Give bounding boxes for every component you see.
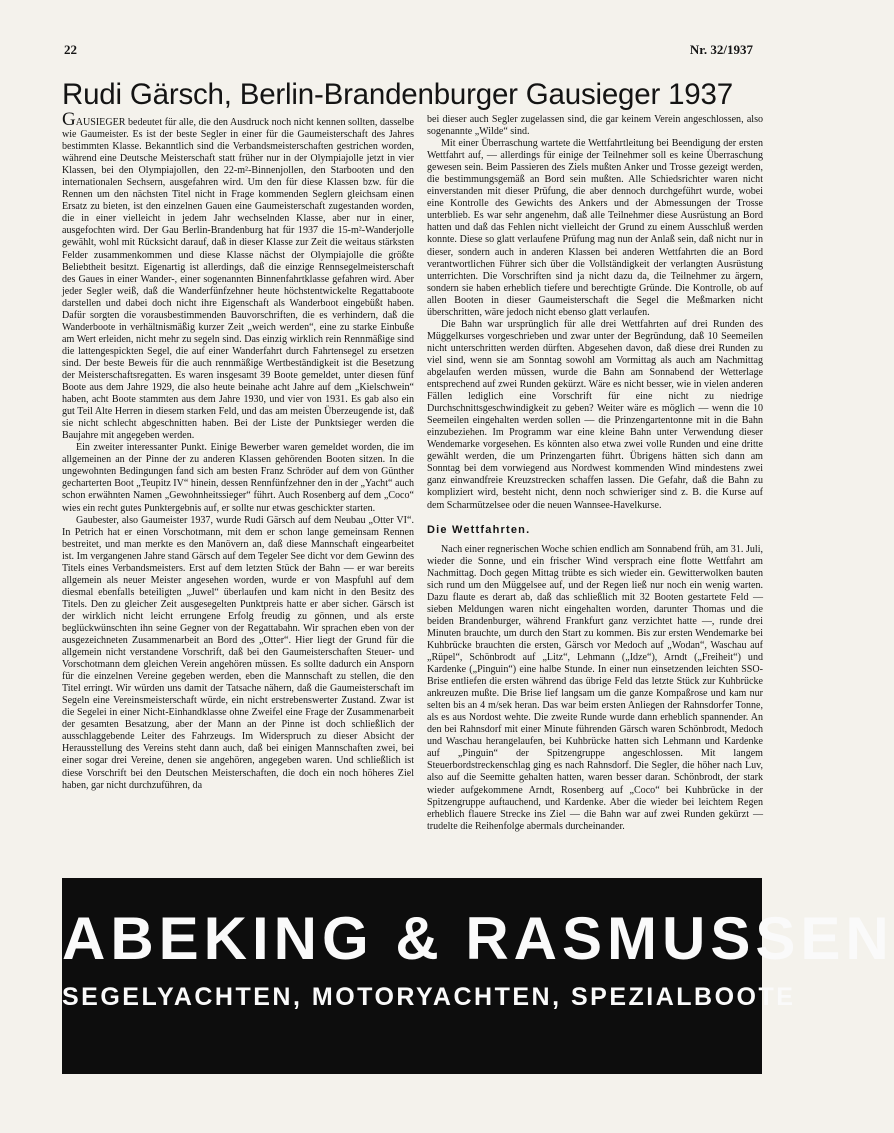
drop-cap: G	[62, 109, 76, 130]
article-paragraph: bei dieser auch Segler zugelassen sind, die gar keinem Verein angeschlossen, also sogenannte „Wilde“ sind.	[427, 114, 763, 138]
section-heading: Die Wettfahrten.	[427, 523, 531, 536]
advertisement-products: SEGELYACHTEN, MOTORYACHTEN, SPEZIALBOOTE	[62, 983, 796, 1011]
page-number: 22	[64, 42, 77, 57]
article-column-left	[62, 109, 414, 864]
article-paragraph: Mit einer Überraschung wartete die Wettfahrtleitung bei Beendigung der ersten Wettfahrt auf, — allerdings für einige der Teilnehmer soll es keine Überraschung gewesen sein. Beim Passieren des Ziels mußten Anker und Trosse gezeigt werden, die bestimmungsgemäß an Bord sein mußten. Alle Schiedsrichter waren nicht einverstanden mit dieser Prüfung, die aber dennoch durchgeführt wurde, wobei eine Kontrolle des Gewichts des Ankers und der Abmessungen der Trosse unterblieb. Es war sehr angenehm, daß alle Teilnehmer diese Ausrüstung an Bord hatten und daß das Fehlen nicht vielleicht der Grund zu einem Ausschluß werden konnte. Diese so glatt verlaufene Prüfung mag nun der Anlaß sein, daß nicht nur in dieser, sondern auch in anderen Klassen bei anderen Wettfahrten die an Bord verantwortlichen Führer sich über die Vollständigkeit der verlangten Ausrüstung unterrichten. Die Vorschriften sind ja nicht dazu da, die Teilnehmer zu ärgern, sondern sie haben erheblich tiefere und berechtigte Gründe. Die Kontrolle, ob auf allen Booten in dieser Gaumeisterschaft die Segel die Meßmarken nicht überschritten, wäre jedoch nicht ebenso glatt verlaufen.	[427, 138, 763, 318]
article-paragraph: Nach einer regnerischen Woche schien endlich am Sonnabend früh, am 31. Juli, wieder die Sonne, und ein frischer Wind versprach eine flotte Wettfahrt am Nachmittag. Doch gegen Mittag trübte es sich wieder ein. Gewitterwolken bauten sich rund um den Müggelsee auf, und der Regen ließ nur noch ein wenig warten. Dazu flaute es derart ab, daß das schließlich mit 32 Booten gestartete Feld — sieben Meldungen waren nicht eingehalten worden, darunter Thomas und die beiden Brandenburger, während Frankfurt ganz verzichtet hatte —, runde drei Minuten brauchte, um durch den Start zu kommen. Bis zur ersten Wendemarke bei Kuhbrücke brauchten die ersten, Gärsch vor Medoch auf „Wodan“, Waschau auf „Rüpel“, Schönbrodt auf „Litz“, Lehmann („Idze“), Arndt („Freiheit“) und Kardenke („Pinguin“) eine halbe Stunde. In einer nun einsetzenden leichten SSO-Brise entliefen die ersten während das übrige Feld das letzte Stück zur Kuhbrücke ankreuzen mußte. Die Brise lief langsam um die ganze Kompaßrose und kam nur selten bis an 4 m/sek heran. Das war beim ersten Anliegen der Rahnsdorfer Tonne, als es aus Nordost wehte. Die zweite Runde wurde dann erheblich spannender. An den bei Rahnsdorf mit einer Minute führenden Gärsch waren Schönbrodt, Medoch und Waschau herangelaufen, bei Kuhbrücke hatten sich Lehmann und Kardenke auf „Pinguin“ der Spitzengruppe angeschlossen. Mit langem Steuerbordstreckenschlag ging es nach Rahnsdorf. Die Segler, die höher nach Luv, also auf die Seemitte gehalten hatten, waren besser daran. Schönbrodt, der stark wieder aufgekommene Arndt, Rosenberg auf „Coco“ bei Kuhbrücke in der Spitzengruppe auftauchend, und Kardenke. Aber die wieder bei leichtem Regen erheblich flauere Strecke ins Ziel — die Bahn war auf zwei Runden gekürzt — trudelte die Reihenfolge abermals durcheinander.	[427, 543, 763, 832]
advertisement-banner	[62, 878, 894, 1074]
issue-number: Nr. 32/1937	[689, 42, 753, 57]
article-column-right	[427, 114, 763, 864]
advertisement-company: ABEKING & RASMUSSEN	[62, 905, 894, 972]
paragraph-text: AUSIEGER bedeutet für alle, die den Ausdruck noch nicht kennen sollten, dasselbe wie Gaumeister. Es ist der beste Segler in einer für die Gaumeisterschaft des Jahres bestimmten Klasse. Bekanntlich sind die Verbandsmeisterschaften gestrichen worden, während eine Deutsche Meisterschaft statt früher nur in der Olympiajolle jetzt in vier Klassen, bei den Olympiajollen, den 22-m²-Binnenjollen, den Starbooten und den internationalen Sechsern, ausgefahren wird. Um den für diese Klassen bzw. für die Rennen um den nächsten Titel nicht in Frage kommenden Seglern gleichsam einen Ersatz zu bieten, ist den einzelnen Gauen eine Gaumeisterschaft zugestanden worden, die in einer vielleicht in jedem Jahr wechselnden Klasse, aber nur in einer, ausgefochten wird. Der Gau Berlin-Brandenburg hat für 1937 die 15-m²-Wanderjolle gewählt, wohl mit Rücksicht darauf, daß in dieser Klasse zur Zeit die weitaus stärksten Felder zusammenkommen und diese Klasse nächst der Olympiajolle die größte Beliebtheit besitzt. Eigenartig ist allerdings, daß die einzige Rennsegelmeisterschaft des Gaues in einer Wander-, einer sogenannten Binnenfahrtklasse gefahren wird. Aber jeder Segler weiß, daß die Wanderfünfzehner heute höchstentwickelte Regattaboote darstellen und dabei doch nicht ihre Eigenschaft als Wanderboot eingebüßt haben. Dafür sorgten die vorausbestimmenden Bauvorschriften, die es verhindern, daß die Wanderboote in verhältnismäßig kurzer Zeit „weich werden“, eine zu starke Einbuße am Wert erleiden, nicht mehr zu segeln sind. Das einzig wirklich rein Rennmäßige sind die lattengespickten Segel, die auf einer Wanderfahrt durch Fahrtensegel zu ersetzen sind. Der beste Beweis für die auch rennmäßige Wertbeständigkeit ist die Besetzung der Meisterschaftsregatten. Es waren insgesamt 39 Boote gemeldet, unter diesen fünf Boote aus dem Jahre 1929, die also heute beinahe acht Jahre auf dem „Kielschwein“ haben, acht Boote stammten aus dem Jahre 1930, und vier von 1931. Es gab also ein gut Teil Alte Herren in diesem starken Feld, und das am meisten Überzeugende ist, daß sie nicht schlecht abgeschnitten haben. Bei der Liste der Punktsieger werden die Baujahre mit angegeben werden.	[62, 117, 414, 442]
article-paragraph: Ein zweiter interessanter Punkt. Einige Bewerber waren gemeldet worden, die im allgemeinen an der Pinne der zu anderen Klassen gehörenden Booten sitzen. In die ungewohnten Bedingungen fand sich am besten Franz Schröder auf dem von Günther gecharterten Boot „Teupitz IV“ hinein, dessen Rennfünfzehner den in der „Yacht“ auch schon erwähnten Namen „Gewohnheitssieger“ führt. Auch Rosenberg auf dem „Coco“ wies ein recht gutes Punktergebnis auf, er sollte nur etwas geschickter starten.	[62, 442, 414, 514]
article-paragraph	[62, 109, 414, 442]
article-paragraph: Gaubester, also Gaumeister 1937, wurde Rudi Gärsch auf dem Neubau „Otter VI“. In Petrich hat er einen Vorschotmann, mit dem er schon lange gemeinsam Rennen bestreitet, und man merkte es den Manövern an, daß diese Mannschaft eingearbeitet ist. Im vergangenen Jahre stand Gärsch auf dem Tegeler See dicht vor dem Gewinn des Titels eines Verbandsmeisters. Erst auf dem letzten Stück der Bahn — er war bereits allgemein als neuer Meister angesehen worden, wurde er von Maspfuhl auf dem diesmal ebenfalls beteiligten „Juwel“ überlaufen und kam nicht in den Besitz des Titels. Den zu gleicher Zeit ausgesegelten Punktpreis hatte er aber sicher. Gärsch ist der wirklich nicht leicht errungene Erfolg freudig zu gönnen, und als erste beglückwünschten ihn seine Gegner von der Regattabahn. Wir sprachen eben von der ausgezeichneten Zusammenarbeit an Bord des „Otter“. Hier liegt der Grund für die allgemein nicht verstandene Vorschrift, daß bei den Gaumeisterschaften Steuer- und Vorschotmann dem gleichen Verein angehören müssen. Es sollte dadurch ein Ansporn für die einzelnen Vereine gegeben werden, eben die Mannschaft zu stellen, die den Titel erringt. Wir würden uns damit der Tatsache nähern, daß die Gaumeisterschaft im Segeln eine Vereinsmeisterschaft würde, ein nicht erstrebenswerter Zustand. Zwar ist die Segelei in einer Nicht-Einhandklasse ohne Zweifel eine Frage der Zusammenarbeit der gesamten Besatzung, aber der Mann an der Pinne ist doch schließlich der ausschlaggebende Leiter des Fahrzeugs. Im Widerspruch zu dieser Absicht der Herausstellung des Vereins steht dann auch, daß bei einigen Mannschaften zwei, bei einer sogar drei Vereine, denen sie angehören, angegeben waren. Und schließlich ist diese Vorschrift bei den Deutschen Meisterschaften, die doch ein noch höheres Ziel haben, gar nicht durchzuführen, da	[62, 514, 414, 791]
article-paragraph: Die Bahn war ursprünglich für alle drei Wettfahrten auf drei Runden des Müggelkurses vorgeschrieben und zwar unter der Begründung, daß 10 Seemeilen nicht unterschritten werden dürften. Abgesehen davon, daß diese drei Runden zu viel sind, wenn sie am Sonntag sowohl am Vormittag als auch am Nachmittag abgelaufen werden müssen, wurde die Bahn am Sonnabend der Wetterlage entsprechend auf zwei Runden gekürzt. Wäre es nicht besser, wie in vielen anderen Fällen lediglich eine Vorschrift für eine nicht zu niedrige Durchschnittsgeschwindigkeit zu geben? Weiter wäre es möglich — wenn die 10 Seemeilen eingehalten werden sollen — die Prinzengartentonne mit in die Bahn einzubeziehen. Im Programm war eine kleine Bahn unter Verwendung dieser Wendemarke vorgesehen. Es könnten also etwa zwei volle Runden und eine dritte gewählt werden, die um Prinzengarten führt. Übrigens hätten sich dann am Sonntag bei dem vorwiegend aus Nordwest kommenden Wind mindestens zwei ganz einwandfreie Kreuzstrecken schaffen lassen. Die Gefahr, daß die Bahn zu kompliziert wird, besteht nicht, denn noch schwieriger sind z. B. die Kurse auf dem Scharmützelsee oder die neuen Wannsee-Havelkurse.	[427, 318, 763, 511]
article-title: Rudi Gärsch, Berlin-Brandenburger Gausieger 1937	[62, 78, 733, 111]
